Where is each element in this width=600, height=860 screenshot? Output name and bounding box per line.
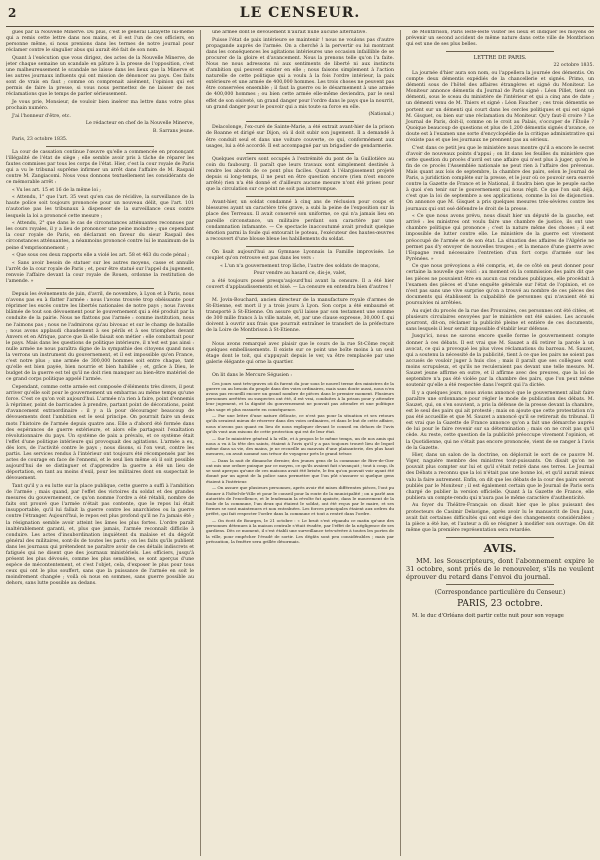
paragraph: On lisait aujourd'hui au Gymnase Lyonnais la Famille improvisée. Le couplet qu'on retrouve est pas dans les vers : (206, 249, 394, 261)
divider (246, 196, 354, 197)
paragraph: Nous avons remarqué avec plaisir que le cours de la rue St-Côme reçoit quelques embellissements. Il existe sur ce point une boîte moins à un seul étage dont le toit, qui s'appuyait depuis le ver, va être remplacée par une galerie élégante qui orne la quartier. (206, 341, 394, 365)
paragraph: — Par une lettre d'une nature délicate, ce n'est pas pour la situation et ses retours qu'ils seraient mieux de réserver dans des voies ordinaires, et dans le but de cette affaire, nous n'avons pas quant en lieu de nous expliquer devant le conseil en dehors de l'avis qu'ils vont aux raisons de cette protection qui est de leur état. (206, 413, 394, 434)
paragraph: J'ai l'honneur d'être, etc. (12, 113, 71, 119)
masthead-title: LE CENSEUR. (239, 5, 361, 21)
signature: Le rédacteur en chef de la Nouvelle Minerve, (85, 121, 194, 127)
paragraph: « Attendu, 1° que l'art. 35 veut qu'en cas de récidive, la surveillance de la haute police soit toujours prononcée pour un nouveau délit, que l'art. 101 n'autorise pas les tribunaux à dispenser de la surveillance ceux contre lesquels la loi a prononcé cette mesure ; (6, 195, 194, 219)
dateline: 22 octobre 1835. (553, 63, 594, 69)
paragraph: Quant à l'exécution que vous dirigez, des actes de la Nouvelle Minerve, de jeter chaque semaine un scandale en pâture à la presse de l'opposition, c'est une malheureusement le scandale ne laisse dans les lieux que la Minerve et les autres journaux influents qui ont mission de dénoncer au pays. Ces faits sont de vrais en faut ; comme on comprenait aisément, l'opinion qui est permis de faire la presse, si vous nous permettez de ne laisser de nos réclamations que le temps de parler sérieusement. (6, 55, 194, 98)
page-header (6, 4, 594, 27)
paragraph: « Attendu, 2° que dans le cas de circonstances atténuantes reconnues par les cours royales, il y a lieu de prononcer une peine moindre ; que cependant la cour royale de Paris, en déclarant en faveur du sieur Raspail des circonstances atténuantes, a néanmoins prononcé contre lui le maximum de la peine d'emprisonnement ; (6, 221, 194, 251)
divider (246, 369, 354, 370)
divider (246, 246, 354, 247)
signature-name: B. Sarrans jeune. (152, 128, 194, 134)
paragraph: de Montbrison, Paris lesté-leste visiter les lieux et indiquer les moyens de prévenir un second accident de même nature dans cette ville de Montbrison qui est une de ses plus belles. (406, 30, 594, 48)
divider (246, 338, 354, 339)
divider (446, 584, 554, 585)
verse-line: Pour vendre au hasard ce, dis-je, valet, (253, 271, 347, 277)
paragraph: Ce que nous prévoyions a été compris, et, de ce côté on peut donner pour certaine la nouvelle que voici : au moment où la commission des pairs dit que les pièces ne pouvaient être en aucun cas rendues publiques, elle procédait à l'examen des pièces et d'une enquête générale sur l'état de l'opinion, et ce n'est pas sans une vive surprise qu'on a trouvé au nombre de ces pièces des documents qui établissent la culpabilité de personnes qui n'avaient été ni poursuivies ni arrêtées. (406, 264, 594, 306)
paragraph: Au sujet du procès de la rue des Prouvaires, ces personnes ont été citées, et plusieurs circulaires envoyées par le ministère ont été saisies. Les accusés pourront, dit-on, réclamer la publicité pleine et entière de ces documents, sans lesquels il leur serait impossible d'établir leur défense. (406, 308, 594, 332)
verse-line: « L'un n'a gouvernement trop lâche, l'autre des soldats de maçons, (220, 263, 380, 269)
paragraph: Hier, dans un salon de la doctrine, on déplorait le sort de ce pauvre M. Viger, naguère membre des ministres tout-puissants. On disait qu'on ne pouvait plus compter sur lui et qu'il s'était retiré dans ses terres. Le Journal des Débats a reconnu que la loi n'était pas une bonne loi, et qu'il aurait mieux valu la faire autrement. Enfin, on dit que les débats de la cour des pairs seront publiés par le Moniteur ; il est également certain que le Journal de Paris sera chargé de publier la version officielle. Quant à la Gazette de France, elle publiera un compte-rendu qui n'aura pas le même caractère d'authenticité. (406, 453, 594, 501)
paragraph: — Sur le ministère général à la ville, et à propos le le même temps, un de nos amis qui nous a vu à la tête des saints, étaient à l'avis qu'il y a pas toujours trouvé lieu de lequel même dans sa vie, des mains, je ne recueille au mauvais d'une plaisanterie, des plus haut mesures, on avait nommé son trésor de voyageur près le grand trésor. (206, 435, 394, 457)
paragraph: On lit dans le Mercure Ségusien : (212, 372, 292, 378)
column-right (400, 30, 594, 856)
paragraph: Ces jours sont très-graves où ils furent du jour sous le nouvel terme des ministres de la guerre ou au besoin du peuple dans des voies ordinaires, mais sans doute aussi, nous n'en avons pas recueilli encore un grand nombre de pièces dans le premier moment. Plusieurs personnes arrêtées ou suspectes ont été, il est vrai, conduites à la prison pour y attendre leur jugement, et la dignité du gouvernement ne pouvait pas attendre et une politique plus sage et plus rassurée en conséquence. (206, 380, 394, 412)
paragraph: une armée dont le dévouement n'aurait nulle aucune alternative. (212, 30, 367, 35)
paragraph: a été toujours possé presqu'aujourd'hui avant la censure. Il a été hier couvert d'applaudissements et bisé. — La censure en entendra bien d'autres ! (206, 278, 394, 290)
paragraph: Jusqu'ici, nous ne savons encore quelle forme le gouvernement compte donner à ces débats. Il est vrai que M. Sauzet a dû retirer la parole à un avocat, ce qui a provoqué les plus vives réclamations du barreau. M. Sauzet, qui a soutenu la nécessité de la publicité, tient à ce que les pairs ne soient pas accusés de vouloir juger à huis clos ; mais il paraît que ses collègues sont moins scrupuleux, et qu'ils ne reculeraient pas devant une telle mesure. M. Sauzet jeune affirme en outre, et il affirme avec des preuves, que la loi de septembre n'a pas été violée par la chambre des pairs, que l'on peut même soutenir qu'elle a été respectée dans l'esprit qui l'a dictée. (406, 334, 594, 389)
paragraph: La journée d'hier aura son nom, ou l'appellera la journée des démentis. On compte deux démentis expédiés de la chancellerie et signés. Primo, un démenti sous de l'hôtel des affaires étrangères et signé du Moniteur. Le Moniteur annonce démentis du Journal de Paris signé : Léon Pillet, tient un démenti, sous le sceau du ministère de l'intérieur et qui a cinq ans de date ; un démenti venu de M. Thiers et signé : Léon Faucher ; ces trois démentis se portent sur un démenti qui court dans les cercles politiques et qui est signé M. Gisquet, ou bien sur une réclamation du Moniteur. Qu'y faut-il croire ? Le Journal de Paris, doit-il, comme on le croit au Palais, s'occuper de l'Étoile ? Quoique beaucoup de questions et plus de 1,200 démentis signés d'avance, ce doute est à l'examen une sorte d'encyclopédie de la critique administrative qui n'existe pas et que les journaux ne prennent pas au sérieux. (406, 70, 594, 143)
paragraph: C'est dans ce petit jeu que le ministère nous montre qu'il a encore le secret d'avoir de nouveaux points d'appui ; on lit dans les feuilles du ministère que cette question du procès d'avril est une affaire qui n'est plus à juger, qu'en le fin de ce procès l'Assemblée nationale ne peut rien à l'affaire des prévenus. Mais quant aux lois de septembre, la chambre des pairs, selon le Journal de Paris, a juridiction complète sur la presse, et le jour où ce pouvoir sera exercé contre la Gazette de France et le National, il faudra bien que le peuple sache à quoi s'en tenir sur le gouvernement qui nous régit. Ce que l'on sait déjà, c'est que la loi de septembre a ses applications, comme la loi de disjonction. On annonce que M. Gisquet a pris quelques mesures très-sévères contre les journaux qui ont osé défendre le droit de la presse. (406, 145, 594, 212)
divider (446, 51, 554, 52)
divider (46, 146, 154, 147)
paragraph: gués par la Nouvelle Minerve. Du plus, c'est le général Lafayette lui-même qui a remis cette lettre dans nos mains, et il est l'un de ces officiers, en personne même, si nous prenions dans les termes de notre journal pour réclamer contre le singulier abus qui aurait été fait de son nom. (6, 30, 194, 54)
paragraph: « Vu les art. 15 et 16 de la même loi ; (12, 187, 101, 193)
paragraph: Puisse l'état de paix intérieure se maintenir ! nous ne voulons pas d'autre propagande auprès de l'armée. On a cherché à la pervertir ou lui montrant dans les conséquences les agitations intérieures une occasion infaillible de se procurer de la gloire et d'avancement. Nous la prenons telle qu'on l'a faite. Nous ne nous adressons ni aux sentiments de liberté ni aux instincts d'ambition qui peuvent exister en elle ; nous faisons simplement à l'action naturelle de cette politique qui a voulu à la fois l'ordre intérieur, la paix extérieure et une armée de 400,000 hommes. Les trois choses ne peuvent pas être conservées ensemble ; il faut la guerre ou le désarmement à une armée de 400,000 hommes ; ou bien cette armée elle-même deviendra, par le seul effet de son oisiveté, un grand danger pour l'ordre dans le pays que la nourrit, un grand danger pour le pouvoir qui a mis toute sa force en elle. (206, 37, 394, 110)
paragraph: — On écrit de Bourges, le 21 octobre : « Le bruit s'est répandu ce matin qu'une des personnes détenues à la maison centrale s'était évadée, par l'effet de la négligence de ses gardiens. Dès ce moment, il s'est établi une surveillance très-sévère à toutes les portes de la ville, pour empêcher l'évadé de sortir. Les dégâts sont peu considérables ; mais par précaution, la fenêtre sera grillée désormais. (206, 518, 394, 544)
correspondence-heading: (Correspondance particulière du Censeur.) (434, 588, 566, 596)
paragraph: Cependant, comme cette armée est composée d'éléments très divers, il peut arriver qu'elle soit pour le gouvernement un embarras au même temps qu'une force. C'est ce qu'on voit aujourd'hui. L'armée n'a rien à faire, point d'ennemis à réprimer, point de barricades à prendre, partant point de décorations, point d'avancement extraordinaire : il y a là pour décourager beaucoup de dévouements dont l'ambition est le seul principe. On pourrait faire un deux mots l'histoire de l'armée depuis quatre ans. Elle a d'abord été formée dans des espérances de guerre extérieure, et alors elle partageait l'exaltation révolutionnaire du pays. Un système de paix a prévalu, et ce système était l'effet d'une politique intérieure qui provoquait des agitations. L'armée a eu, dès lors, de l'activité contre le pays ; nous disons, si l'on veut, contre les partis. Les services rendus à l'intérieur ont toujours été récompensés par les actes de courage en face de l'ennemi, et le seul lien même où il soit possible aujourd'hui de se distinguer et d'apprendre la guerre a été un lieu de déportation, en tant au moins d'exil, pour les militaires dont on suspectait le dévouement. (6, 384, 194, 482)
paragraph: M. le duc d'Orléans doit partir cette nuit pour son voyage (412, 612, 564, 619)
paragraph: — Dans la nuit de dimanche dernier, des jeunes gens de la commune de Rive-de-Gier ont mis une ordure puisque par ce moyen, ce qu'ils avaient fait s'avançait ; tout à coup, ils se sont aperçus qu'une de ces maisons avait été brisée, le feu qu'on pouvait voir ayant été donné par un agent de la police sans permettre que l'on pût s'assurer si quelque gens étaient à l'intérieur. (206, 457, 394, 484)
paragraph: Delacolonge, l'ex-curé de Sainte-Marie, a été extrait avant-hier de la prison de Roanne et dirigé sur Dijon, où il doit subir son jugement. Il a demandé à être conduit seul et dans une voiture couverte, ce qui, conformément aux usages, lui a été accordé. Il est accompagné par un brigadier de gendarmerie. (206, 125, 394, 149)
column-middle (200, 30, 394, 856)
paragraph: Tant qu'il y a eu lutte sur la place publique, cette guerre a suffi à l'ambition de l'armée ; mais quand, par l'effet des victoires du soldat et des grandes mesures du gouvernement, ce qu'on nomme l'ordre a été rétabli, nombre de faits ont prouvé que l'armée n'était pas contente, que le repos lui était insupportable, qu'il lui fallait la guerre contre les anarchistes ou la guerre contre l'étranger. Aujourd'hui, le repos est plus profond qu'il ne l'a jamais été ; la résignation semble avoir atteint les âmes les plus fortes. L'ordre paraît inaltérablement garanti, et, plus que jamais, l'armée reconnaît difficile à conduire. Les actes d'insubordination inquiètent du malaise et du dégoût général des militaires, sont-ils de toutes les parts ; on les faits qu'ils publient dans les journaux qui prétendent ne paraître avoir de ces détails indiscrets et fatigués qui ne disent que des journaux ministériels. Les officiers, jusqu'à présent les plus dévoués, comme les plus sensibles, se sont aperçus d'une espèce de mécontentement, et c'est l'objet, cela, d'exposer le plus pour tous ceux qui ont le plus souffert, sans que la puissance de l'armée en soit le moindrement changée ; voilà où nous en sommes, sans guerre possible au dehors, sans lutte possible au dedans. (6, 483, 194, 587)
paragraph: « Sans avoir besoin de statuer sur les autres moyens, casse et annulle l'arrêt de la cour royale de Paris ; et, pour être statué sur l'appel du jugement, renvoie l'affaire devant la cour royale de Rouen, ordonne la restitution de l'amende. » (6, 260, 194, 284)
dateline-paris: PARIS, 23 octobre. (457, 598, 543, 609)
paragraph: Avant-hier, un soldat condamné à cinq ans de réclusion pour coups et blessures ayant un caractère très grave, a subi la peine de l'exposition sur la place des Terreaux. Il avait conservé son uniforme, ce qui n'a jamais lieu en pareille circonstance, un militaire perdant son caractère par une condamnation infamante. — Ce spectacle inaccoutumé avait produit quelque émotion parmi la foule qui entourait le poteau, l'exécuteur des hautes-œuvres a recouvert d'une blouse bleue les habillements du soldat. (206, 200, 394, 242)
divider (246, 294, 354, 295)
paragraph: Quelques ouvriers sont occupés à l'extrémité du pont de la Guillotière au coin du faubourg. Il paraît que leurs travaux sont simplement destinés à rendre les abords de ce pont plus faciles. Quant à l'élargissement projeté depuis si long-temps, il ne peut en être question encore (rien n'est encore arrêté) rien n'a été donné et d'ailleurs aucune mesure n'ont été prises pour que la circulation sur ce point ne soit pas interrompue. (206, 156, 394, 193)
paragraph: La cour de cassation continue l'œuvre qu'elle a commencée en prononçant l'illégalité de l'état de siège ; elle semble avoir pris à tâche de réparer les fautes commises par tous les corps de l'état. Hier, c'est la cour royale de Paris qui a vu le tribunal suprême infirmer un arrêt dans l'affaire de M. Raspail contre M. Zangiacomi. Nous vous donnons textuellement les considérants de ce mémorable arrêt : (6, 149, 194, 186)
divider (246, 153, 354, 154)
columns (6, 30, 594, 856)
paragraph: Au foyer du Théâtre-Français on disait hier que le plus puissant des protecteurs de Casimir Delavigne, après avoir lu le manuscrit de Don Juan, avait fait certaines difficultés qui ont exigé des changements considérables ; la pièce a été lue, et l'auteur a dû se résigner à modifier son ouvrage. On dit même que la première représentation sera retardée. (406, 503, 594, 533)
paragraph: « Que sous ces deux rapports elle a violé les art. 58 et 463 du code pénal ; (12, 253, 190, 259)
divider (246, 121, 354, 122)
paragraph: Depuis les événements de juin, d'avril, de novembre, à Lyon et à Paris, nous n'avons pas eu à flatter l'armée : nous l'avons trouvée trop obéissante pour réprimer les excès contre les libertés nationales de notre pays ; nous l'avons blâmée de tout son dévouement pour le gouvernement qui a été produit par la conduite de la pairie. Nous ne flattons pas l'armée : comme institution, nous ne l'aimons pas ; nous ne l'admirons qu'au bivouac et sur le champ de bataille ; nous avons applaudi chaudement à ses périls et à ses triomphes devant Anvers et en Afrique, parce que là elle faisait son métier : elle combattait pour le pays. Mais dans les questions de politique intérieure, il n'est est pas ainsi : nulle armée ne nous paraîtra digne de la sympathie des citoyens quand nous la verrons un instrument du gouvernement, et il est impossible qu'en France, c'est notre plus ; une armée de 300,000 hommes soit entre chaque, tant qu'elle est bien payée, bien nourrie et bien habillée ; et, grâce à Dieu, le budget de la guerre est tel qu'il ne doit rien manquer au bien-être matériel de ce grand corps politique appelé l'armée. (6, 292, 194, 383)
paragraph: Il y a quelques jours, nous avions annoncé que le gouvernement allait faire paraître une ordonnance pour régler le mode de publication des débats. M. Sauzet, qui, on s'en souvient, a pris la défense de la presse devant la chambre, est le seul des pairs qui ait protesté ; mais on ajoute que cette protestation n'a pas été accueillie et que M. Sauzet a annoncé qu'il se retirerait du tribunal. Il est vrai que la Gazette de France annonce qu'on a fait une démarche auprès de lui pour le faire revenir sur sa détermination ; mais on ne croit pas qu'il cède. Au reste, cette question de la publicité préoccupe vivement l'opinion, et la Quotidienne, qui ne s'était pas encore prononcée, vient de se ranger à l'avis de la Gazette. (406, 390, 594, 451)
dateline: Paris, 23 octobre 1835. (12, 136, 68, 142)
page-number: 2 (8, 6, 17, 20)
paragraph: Je vous prie, Monsieur, de vouloir bien insérer ma lettre dans votre plus prochain numéro. (6, 100, 194, 112)
column-left (6, 30, 194, 856)
notice-body: MM. les Souscripteurs, dont l'abonnement expire le 31 octobre, sont priés de le renouveler, s'ils ne veulent éprouver du retard dans l'envoi du journal. (406, 556, 594, 581)
source-credit: (National.) (368, 112, 394, 118)
notice-heading: AVIS. (483, 541, 517, 555)
paragraph: — On assure que plusieurs personnes, après avoir été mises différentes pièces, l'ont pu donner à l'hôtel-de-Ville et pour le conseil pour la route de la municipalité ; on a parlé aux autorités de l'excellence, et le lendemain la révolte fut apaisée, dans le mouvement de la foule de la commune, l'un deux qui étaient le soldat, ont été reçus par le maire, et ses formes se sont maintenues et non entraînées. Les forces principales étaient aux ordres du préfet, qui fait respecter l'ordre dans la commune et tout a rentré dans l'ordre. (206, 485, 394, 517)
divider (446, 537, 554, 538)
divider (46, 288, 154, 289)
paragraph: « Ce que nous avons prévu, nous disait hier un député de la gauche, est arrivé : les ministres ont voulu faire une chambre de justice, ils ont une chambre politique qui prononce ; c'est la nature même des choses ; il est impossible de lutter contre elle. Le ministère de la guerre est vivement préoccupé de l'armée et de son état. La situation des affaires de l'Algérie ne permet pas d'y envoyer de nouvelles troupes ; et la menace d'une guerre avec l'Espagne rend nécessaire l'entretien d'un fort corps d'armée sur les Pyrénées. » (406, 214, 594, 262)
section-heading: LETTRE DE PARIS. (473, 55, 527, 62)
paragraph: M. Jovin-Bouchard, ancien directeur de la manufacture royale d'armes de St-Etienne, est mort il y a trois jours à Lyon. Son corps a été embaumé et transporté à St-Etienne. On assure qu'il laisse par son testament une somme de 300 mille francs à la ville natale, et, par une clause expresse, 30,000 f. qui doivent à ouvrir aux frais que pourrait entraîner le transfert de la préfecture de la Loire de Montbrison à St-Etienne. (206, 297, 394, 334)
